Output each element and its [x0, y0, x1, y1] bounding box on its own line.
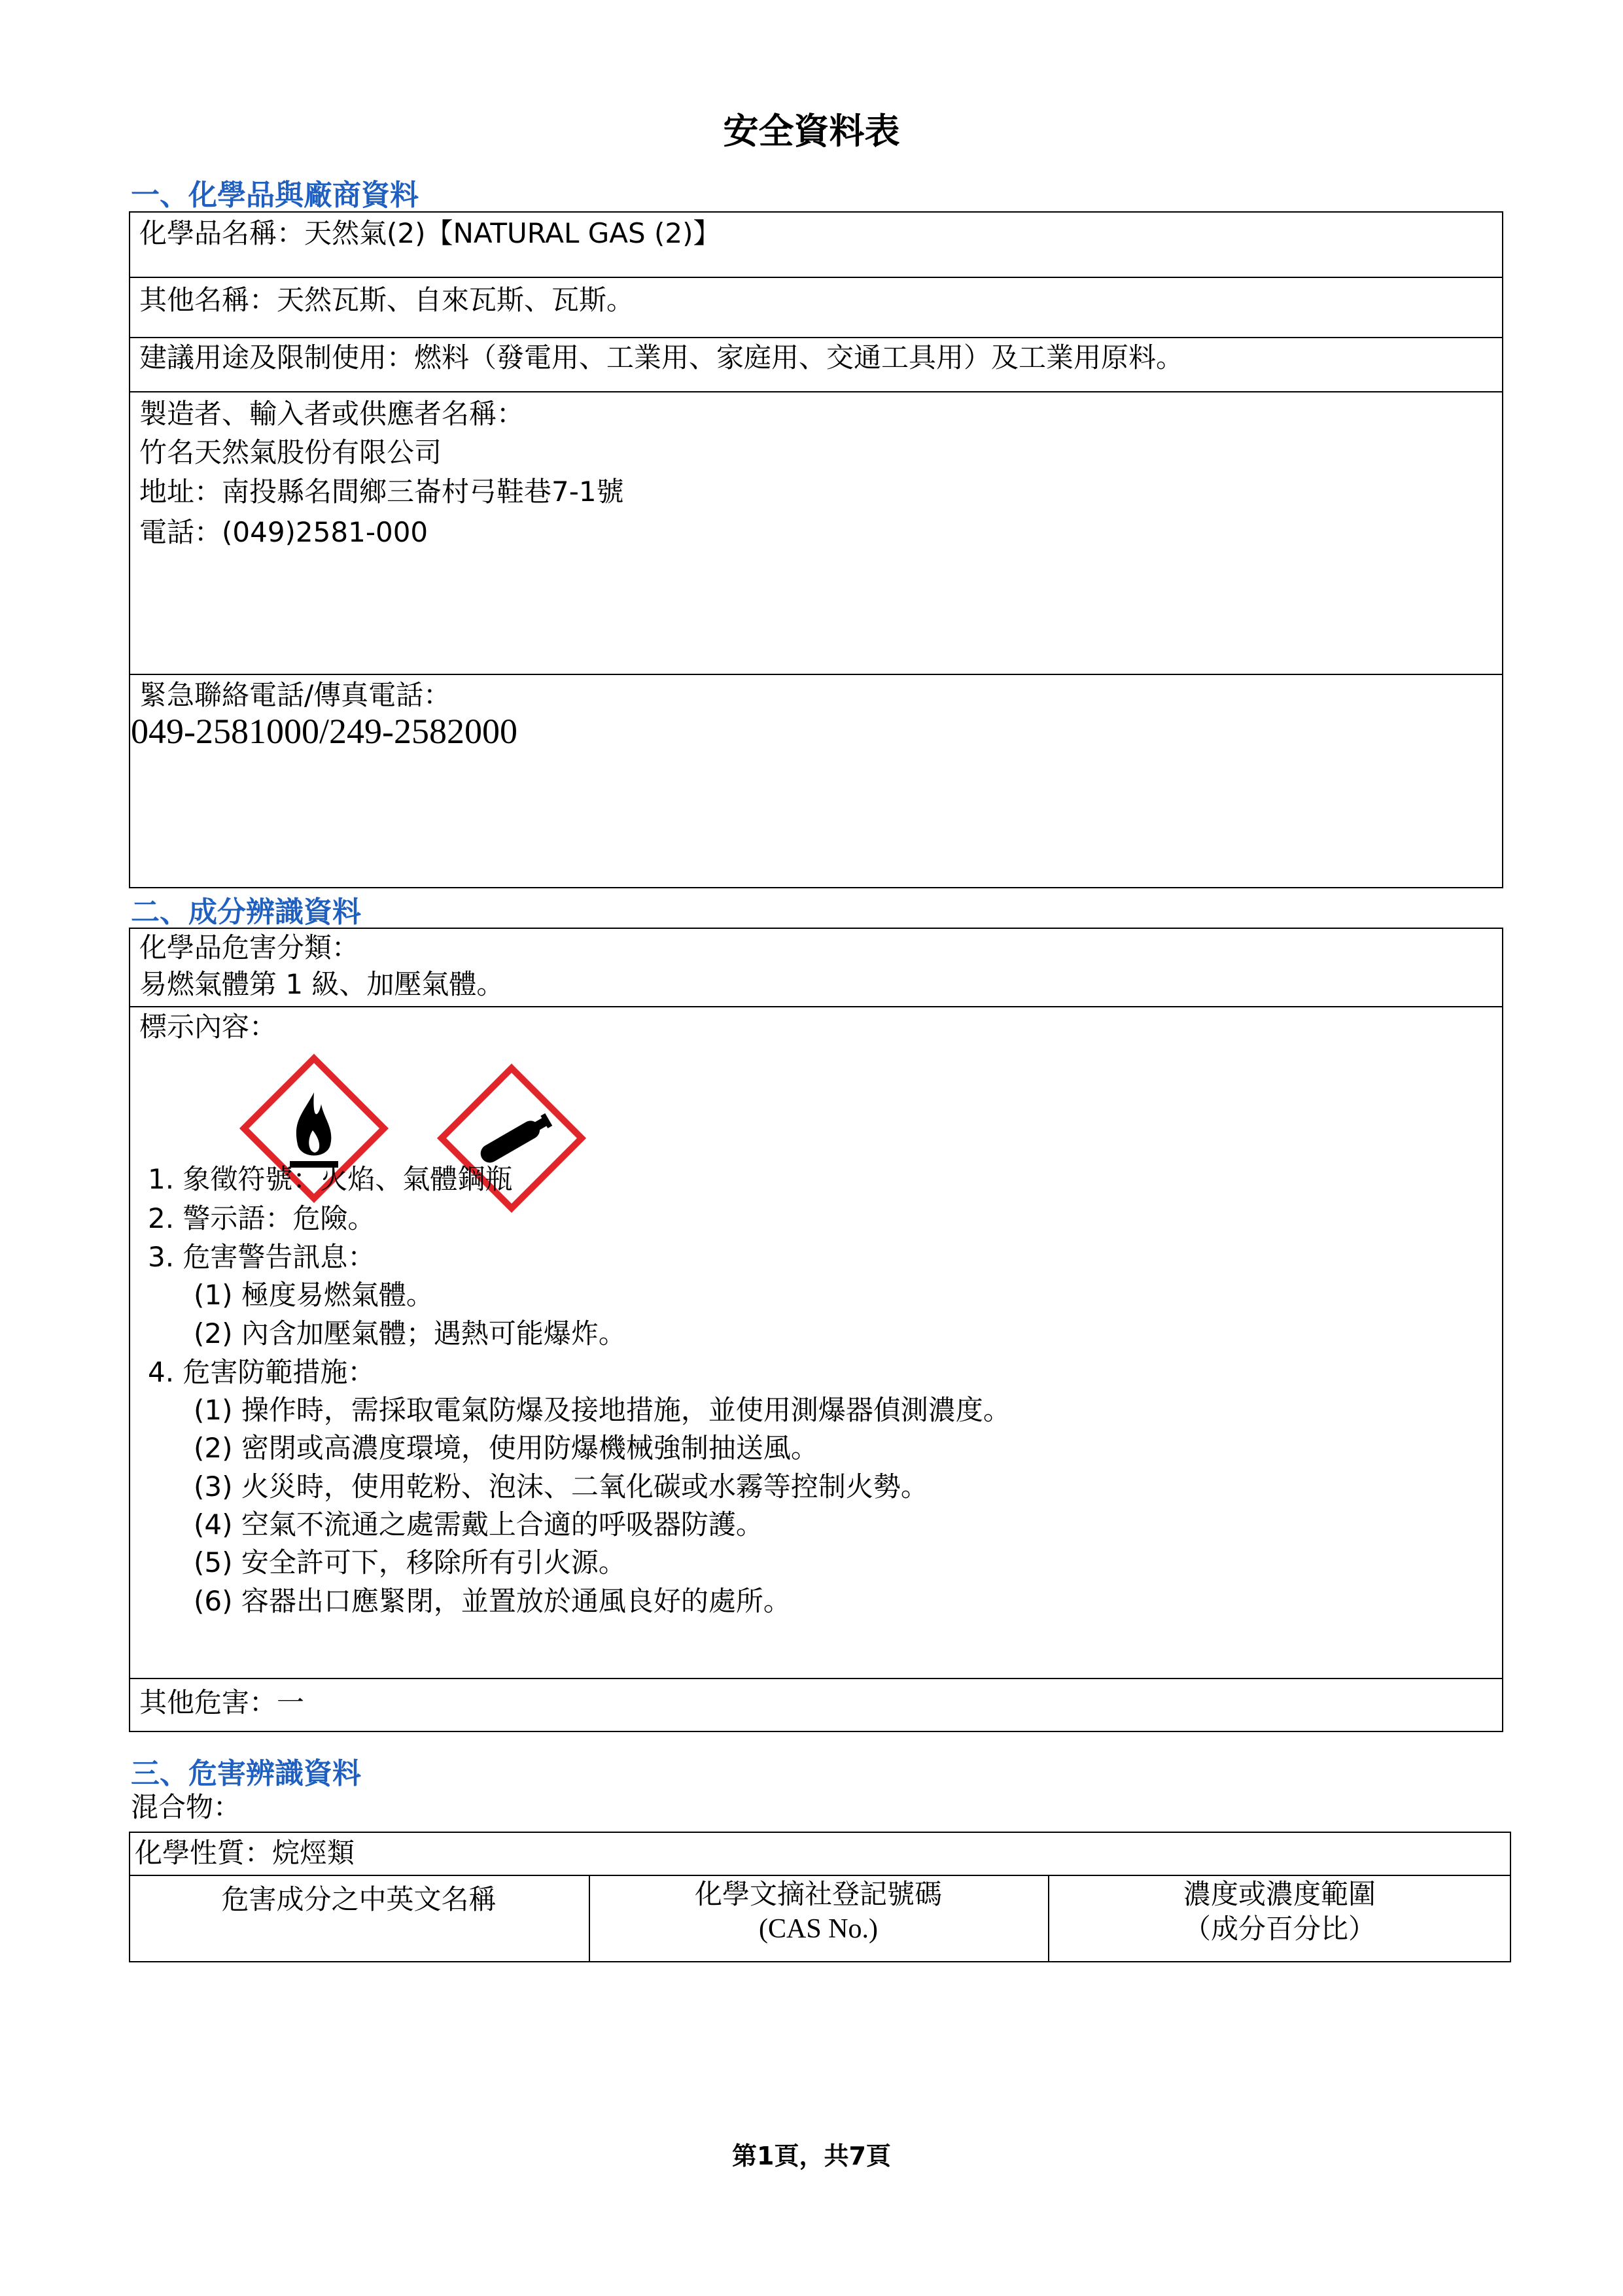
supplier-phone: 電話：(049)2581-000 — [139, 516, 428, 548]
recommended-usage: 建議用途及限制使用：燃料（發電用、工業用、家庭用、交通工具用）及工業用原料。 — [139, 341, 1184, 374]
symbol-line: 1. 象徵符號：火焰、氣體鋼瓶 — [148, 1163, 513, 1195]
classification-label: 化學品危害分類： — [139, 931, 360, 964]
chemical-name: 化學品名稱：天然氣(2)【NATURAL GAS (2)】 — [139, 217, 721, 249]
precaution: (3) 火災時，使用乾粉、泡沫、二氧化碳或水霧等控制火勢。 — [194, 1470, 928, 1503]
precaution: (6) 容器出口應緊閉，並置放於通風良好的處所。 — [194, 1585, 791, 1617]
emergency-label: 緊急聯絡電話/傳真電話： — [139, 679, 451, 711]
mixture-label: 混合物： — [131, 1791, 241, 1823]
table-header-concentration — [1048, 1877, 1511, 1946]
supplier-address: 地址：南投縣名間鄉三崙村弓鞋巷7-1號 — [139, 476, 624, 508]
divider — [129, 674, 1503, 675]
supplier-label: 製造者、輸入者或供應者名稱： — [139, 398, 525, 430]
divider — [129, 277, 1503, 278]
section1-heading: 一、化學品與廠商資料 — [131, 179, 419, 212]
signal-word: 2. 警示語：危險。 — [148, 1202, 375, 1234]
document-title: 安全資料表 — [723, 111, 900, 152]
page-number: 第1頁，共7頁 — [732, 2142, 891, 2170]
table-header-component-name — [129, 1883, 589, 1917]
table-header-cas-number — [589, 1877, 1048, 1946]
divider — [129, 1006, 1503, 1007]
other-names: 其他名稱：天然瓦斯、自來瓦斯、瓦斯。 — [139, 284, 635, 316]
precaution: (2) 密閉或高濃度環境，使用防爆機械強制抽送風。 — [194, 1432, 818, 1464]
chemical-nature: 化學性質：烷烴類 — [135, 1837, 355, 1869]
divider — [129, 391, 1503, 392]
label-contents: 標示內容： — [139, 1011, 277, 1043]
other-hazards: 其他危害：一 — [139, 1686, 305, 1718]
precaution: (4) 空氣不流通之處需戴上合適的呼吸器防護。 — [194, 1508, 763, 1540]
divider — [129, 1875, 1511, 1876]
divider — [129, 337, 1503, 338]
supplier-name: 竹名天然氣股份有限公司 — [139, 436, 442, 468]
divider — [129, 1678, 1503, 1679]
classification-value: 易燃氣體第 1 級、加壓氣體。 — [139, 968, 504, 1000]
precautions-label: 4. 危害防範措施： — [148, 1356, 375, 1388]
emergency-numbers: 049-2581000/249-2582000 — [131, 712, 517, 751]
header-line: (CAS No.) — [758, 1913, 878, 1944]
header-line: （成分百分比） — [1183, 1912, 1376, 1945]
section3-heading: 三、危害辨識資料 — [131, 1757, 361, 1790]
precaution: (1) 操作時，需採取電氣防爆及接地措施，並使用測爆器偵測濃度。 — [194, 1394, 1011, 1426]
header-line: 危害成分之中英文名稱 — [221, 1883, 497, 1915]
section2-heading: 二、成分辨識資料 — [131, 896, 361, 929]
hazard-statement: (2) 內含加壓氣體；遇熱可能爆炸。 — [194, 1317, 626, 1349]
hazard-statement: (1) 極度易燃氣體。 — [194, 1279, 434, 1311]
header-line: 濃度或濃度範圍 — [1183, 1878, 1376, 1910]
header-line: 化學文摘社登記號碼 — [694, 1878, 942, 1910]
precaution: (5) 安全許可下，移除所有引火源。 — [194, 1546, 626, 1578]
hazard-statements-label: 3. 危害警告訊息： — [148, 1241, 375, 1273]
